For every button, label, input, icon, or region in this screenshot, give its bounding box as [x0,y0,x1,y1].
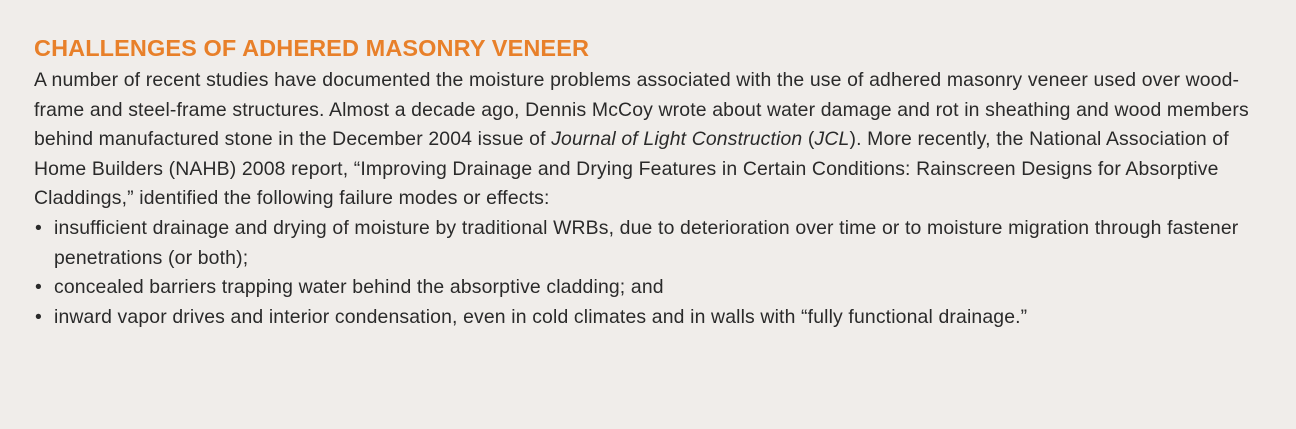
bullet-icon: • [35,216,42,239]
list-item-text: insufficient drainage and drying of moisture by traditional WRBs, due to deterioration over time or to moisture migration through fastener penetrations (or both); [54,216,1239,269]
bullet-icon: • [35,305,42,328]
paragraph-text-3: ). More recently, the National Association of Home Builders (NAHB) 2008 report, “Improving Drainage and Drying Features in Certain Conditions: Rainscreen Designs for Absorptive Claddings,” identified the following failure modes or effects: [34,128,1229,210]
list-item-text: concealed barriers trapping water behind the absorptive cladding; and [54,276,664,299]
bullet-icon: • [35,276,42,299]
list-item [34,273,1256,303]
paragraph-text-2: ( [802,128,815,151]
journal-title: Journal of Light Construction [551,128,803,151]
list-item [34,303,1256,333]
journal-abbreviation: JCL [814,128,850,151]
sidebar-title: CHALLENGES OF ADHERED MASONRY VENEER [34,35,590,61]
failure-modes-list [34,214,1256,332]
list-item [34,214,1256,273]
list-item-text: inward vapor drives and interior condensation, even in cold climates and in walls with “fully functional drainage.” [54,305,1028,328]
paragraph-text-1: A number of recent studies have documented the moisture problems associated with the use of adhered masonry veneer used over wood-frame and steel-frame structures. Almost a decade ago, Dennis McCoy wrote about water damage and rot in sheathing and wood members behind manufactured stone in the December 2004 issue of [34,69,1249,151]
sidebar-paragraph [34,66,1256,214]
